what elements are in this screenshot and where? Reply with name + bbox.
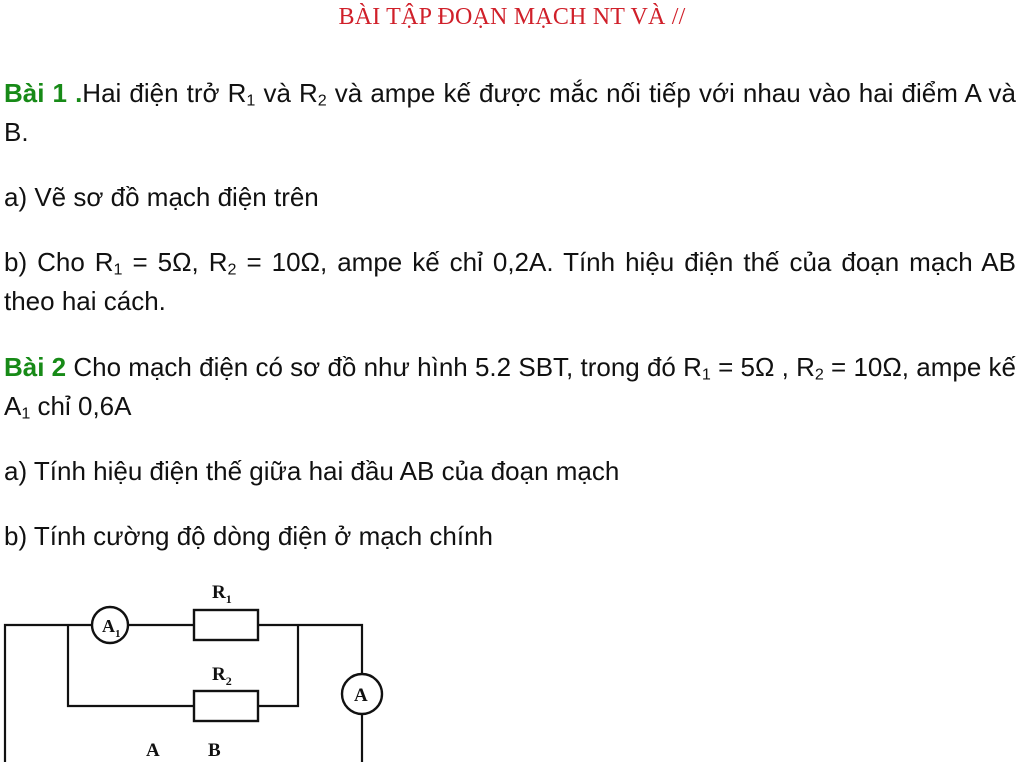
subscript: 1 [21, 404, 31, 423]
subscript: 1 [246, 91, 256, 110]
exercise-2-label: Bài 2 [4, 352, 67, 382]
exercise-1-statement [4, 74, 1016, 152]
exercise-2-question-b: b) Tính cường độ dòng điện ở mạch chính [4, 521, 493, 551]
resistor-r1-letter: R [212, 582, 226, 603]
subscript: 2 [317, 91, 327, 110]
ammeter-a1-sub: 1 [115, 628, 121, 640]
question-text-part: = 5Ω, R [122, 247, 228, 277]
ammeter-a1 [92, 607, 128, 643]
resistor-r1 [194, 582, 258, 640]
resistor-r1-sub: 1 [225, 592, 232, 606]
exercise-1-text-part: và R [255, 78, 318, 108]
ammeter-main-letter: A [354, 685, 368, 706]
svg-text:R1 [212, 582, 232, 606]
wire-top-left [5, 625, 92, 762]
ammeter-a1-letter: A [102, 616, 115, 636]
wire-bottom-branch [68, 625, 194, 706]
node-b-label: B [208, 740, 221, 761]
exercise-2-text-part: = 10Ω, ampe kế A [4, 352, 1016, 421]
resistor-r2-sub: 2 [225, 674, 232, 688]
wire-right-junction [258, 625, 298, 706]
circuit-wires [5, 625, 362, 762]
exercise-2-question-a: a) Tính hiệu điện thế giữa hai đầu AB của đoạn mạch [4, 456, 620, 486]
subscript: 2 [814, 365, 824, 384]
exercise-1-label: Bài 1 . [4, 78, 83, 108]
subscript: 1 [701, 365, 711, 384]
resistor-r2-symbol [194, 691, 258, 721]
exercise-1-question-a: a) Vẽ sơ đồ mạch điện trên [4, 182, 319, 212]
subscript: 2 [227, 260, 237, 279]
node-a-label: A [146, 740, 160, 761]
wire-top-right [258, 625, 362, 674]
resistor-r2 [194, 664, 258, 721]
exercise-2-statement [4, 348, 1016, 426]
exercise-2-text-part: = 5Ω , R [710, 352, 815, 382]
exercise-2-text-part: chỉ 0,6A [30, 391, 132, 421]
resistor-r1-symbol [194, 610, 258, 640]
exercise-1-text-part: Hai điện trở R [82, 78, 247, 108]
exercise-1-text-part: và ampe kế được mắc nối tiếp với nhau vào hai điểm A và B. [4, 78, 1016, 147]
page-title: BÀI TẬP ĐOẠN MẠCH NT VÀ // [338, 4, 686, 30]
circuit-diagram [0, 578, 400, 762]
exercise-1-question-b [4, 243, 1016, 321]
ammeter-main [342, 674, 382, 714]
svg-text:R2 [212, 664, 232, 688]
exercise-2-text-part: Cho mạch điện có sơ đồ như hình 5.2 SBT, trong đó R [66, 352, 702, 382]
subscript: 1 [113, 260, 123, 279]
resistor-r2-letter: R [212, 664, 226, 685]
question-text-part: b) Cho R [4, 247, 114, 277]
question-text-part: = 10Ω, ampe kế chỉ 0,2A. Tính hiệu điện thế của đoạn mạch AB theo hai cách. [4, 247, 1016, 316]
